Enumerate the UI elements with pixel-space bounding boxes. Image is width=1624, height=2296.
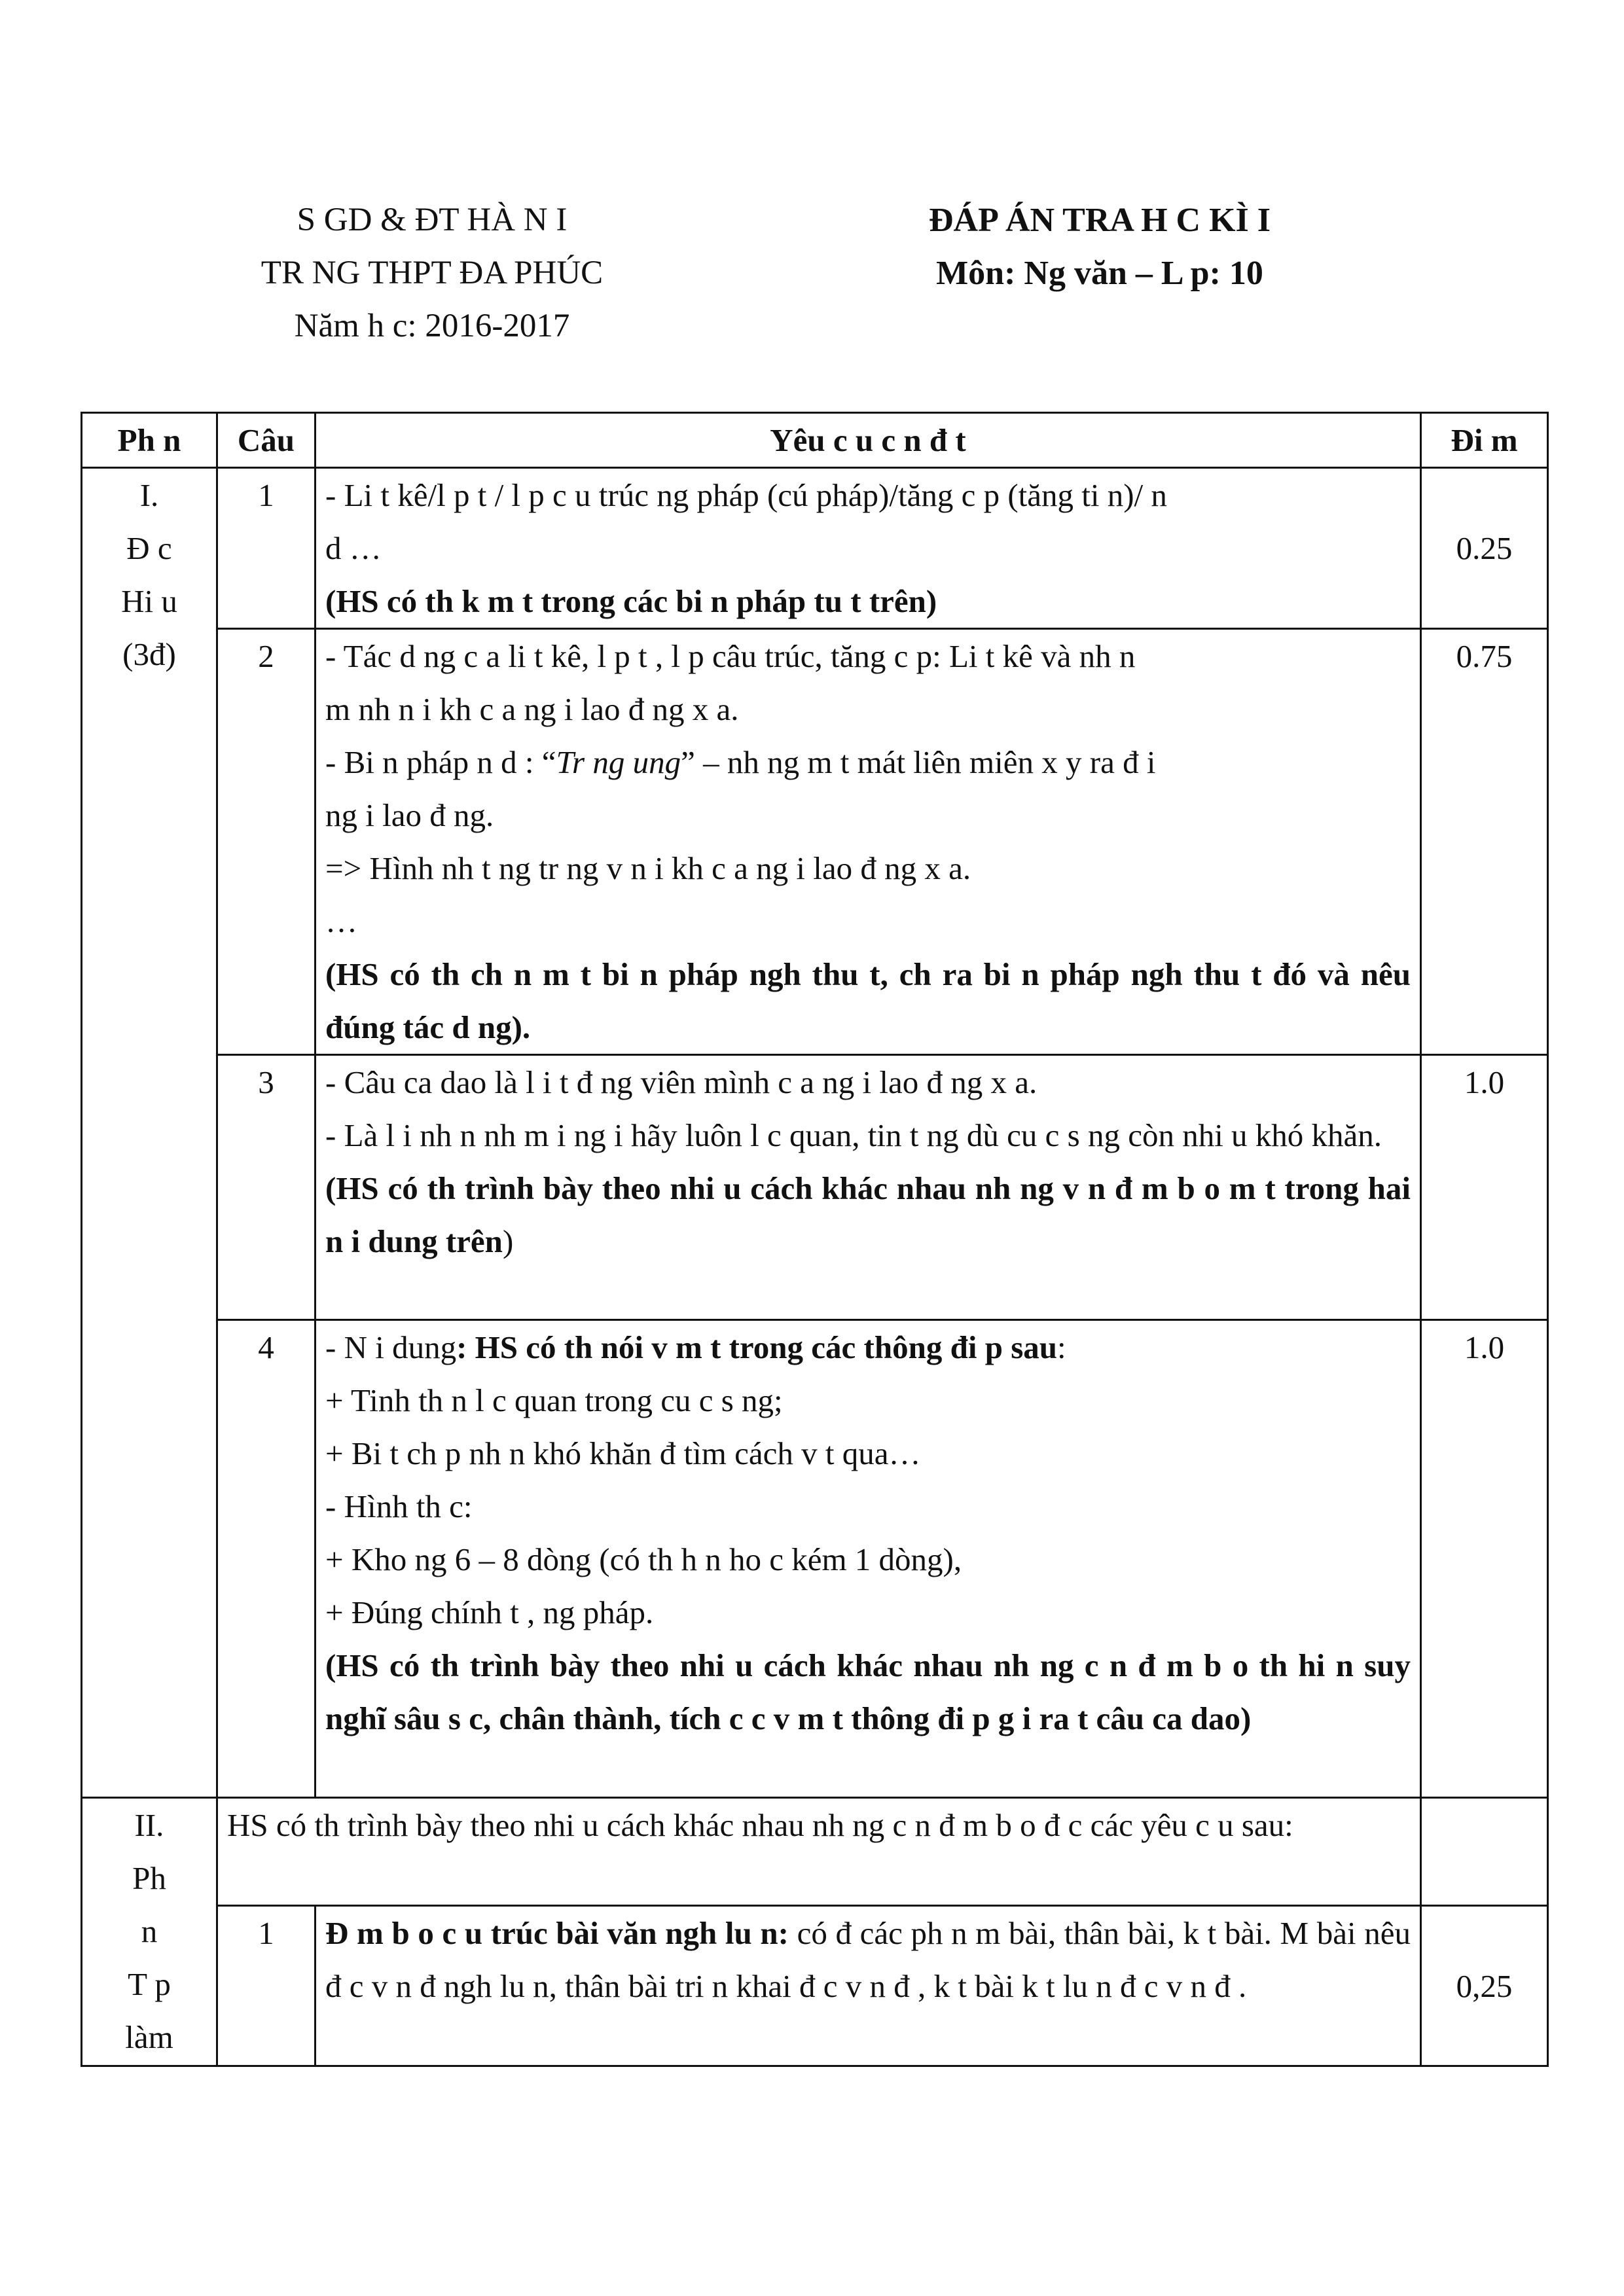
table-row bbox=[82, 1906, 1548, 2066]
quoted-phrase: Tr ng ung bbox=[556, 744, 681, 780]
grading-note: (HS có th k m t trong các bi n pháp tu t trên) bbox=[325, 583, 937, 619]
answer-key-table bbox=[81, 412, 1549, 2067]
column-header-part: Ph n bbox=[82, 413, 217, 468]
column-header-question: Câu bbox=[217, 413, 316, 468]
score-value-empty bbox=[1421, 1798, 1548, 1906]
section-reading-label: I. Đ c Hi u (3đ) bbox=[82, 468, 217, 1798]
grading-note: (HS có th trình bày theo nhi u cách khác nhau nh ng c n đ m b o th hi n suy nghĩ sâu s c, chân thành, tích c c v m t thông đi p g i ra t câu ca dao) bbox=[325, 1647, 1411, 1736]
subject-line: Môn: Ng văn – L p: 10 bbox=[936, 255, 1263, 292]
answer-content: Đ m b o c u trúc bài văn ngh lu n: có đ các ph n m bài, thân bài, k t bài. M bài nêu đ c v n đ ngh lu n, thân bài tri n khai đ c v n đ , k t bài k t lu n đ c v n đ . bbox=[316, 1906, 1421, 2066]
score-value: 0.25 bbox=[1421, 468, 1548, 629]
column-header-requirement: Yêu c u c n đ t bbox=[316, 413, 1421, 468]
question-number: 1 bbox=[217, 468, 316, 629]
table-row bbox=[82, 629, 1548, 1055]
school-year: Năm h c: 2016-2017 bbox=[294, 308, 570, 344]
department-name: S GD & ĐT HÀ N I bbox=[297, 202, 568, 238]
exam-header bbox=[772, 194, 1427, 300]
table-row bbox=[82, 1798, 1548, 1906]
question-number: 1 bbox=[217, 1906, 316, 2066]
question-number: 2 bbox=[217, 629, 316, 1055]
score-value: 0.75 bbox=[1421, 629, 1548, 1055]
school-name: TR NG THPT ĐA PHÚC bbox=[261, 255, 604, 291]
answer-content: - Câu ca dao là l i t đ ng viên mình c a ng i lao đ ng x a. - Là l i nh n nh m i ng i hãy luôn l c quan, tin t ng dù cu c s ng còn nhi u khó khăn. (HS có th trình bày theo nhi u cách khác nhau nh ng v n đ m b o m t trong hai n i dung trên) bbox=[316, 1055, 1421, 1320]
document-title: ĐÁP ÁN TRA H C KÌ I bbox=[928, 202, 1271, 239]
table-row bbox=[82, 468, 1548, 629]
question-number: 3 bbox=[217, 1055, 316, 1320]
table-header-row bbox=[82, 413, 1548, 468]
table-row bbox=[82, 1055, 1548, 1320]
grading-note: (HS có th ch n m t bi n pháp ngh thu t, ch ra bi n pháp ngh thu t đó và nêu đúng tác d ng). bbox=[325, 956, 1411, 1045]
school-header bbox=[196, 194, 668, 353]
answer-content: - N i dung: HS có th nói v m t trong các thông đi p sau: + Tinh th n l c quan trong cu c s ng; + Bi t ch p nh n khó khăn đ tìm cách v t qua… - Hình th c: + Kho ng 6 – 8 dòng (có th h n ho c kém 1 dòng), + Đúng chính t , ng pháp. (HS có th trình bày theo nhi u cách khác nhau nh ng c n đ m b o th hi n suy nghĩ sâu s c, chân thành, tích c c v m t thông đi p g i ra t câu ca dao) bbox=[316, 1320, 1421, 1798]
column-header-score: Đi m bbox=[1421, 413, 1548, 468]
section-instructions: HS có th trình bày theo nhi u cách khác nhau nh ng c n đ m b o đ c các yêu c u sau: bbox=[217, 1798, 1421, 1906]
table-row bbox=[82, 1320, 1548, 1798]
score-value: 0,25 bbox=[1421, 1906, 1548, 2066]
score-value: 1.0 bbox=[1421, 1055, 1548, 1320]
question-number: 4 bbox=[217, 1320, 316, 1798]
score-value: 1.0 bbox=[1421, 1320, 1548, 1798]
grading-note: (HS có th trình bày theo nhi u cách khác nhau nh ng v n đ m b o m t trong hai n i dung trên) bbox=[325, 1170, 1411, 1259]
answer-content: - Tác d ng c a li t kê, l p t , l p câu trúc, tăng c p: Li t kê và nh n m nh n i kh c a ng i lao đ ng x a. - Bi n pháp n d : “Tr ng ung” – nh ng m t mát liên miên x y ra đ i ng i lao đ ng. => Hình nh t ng tr ng v n i kh c a ng i lao đ ng x a. … (HS có th ch n m t bi n pháp ngh thu t, ch ra bi n pháp ngh thu t đó và nêu đúng tác d ng). bbox=[316, 629, 1421, 1055]
answer-content: - Li t kê/l p t / l p c u trúc ng pháp (cú pháp)/tăng c p (tăng ti n)/ n d … (HS có th k m t trong các bi n pháp tu t trên) bbox=[316, 468, 1421, 629]
section-writing-label: II. Ph n T p làm bbox=[82, 1798, 217, 2066]
